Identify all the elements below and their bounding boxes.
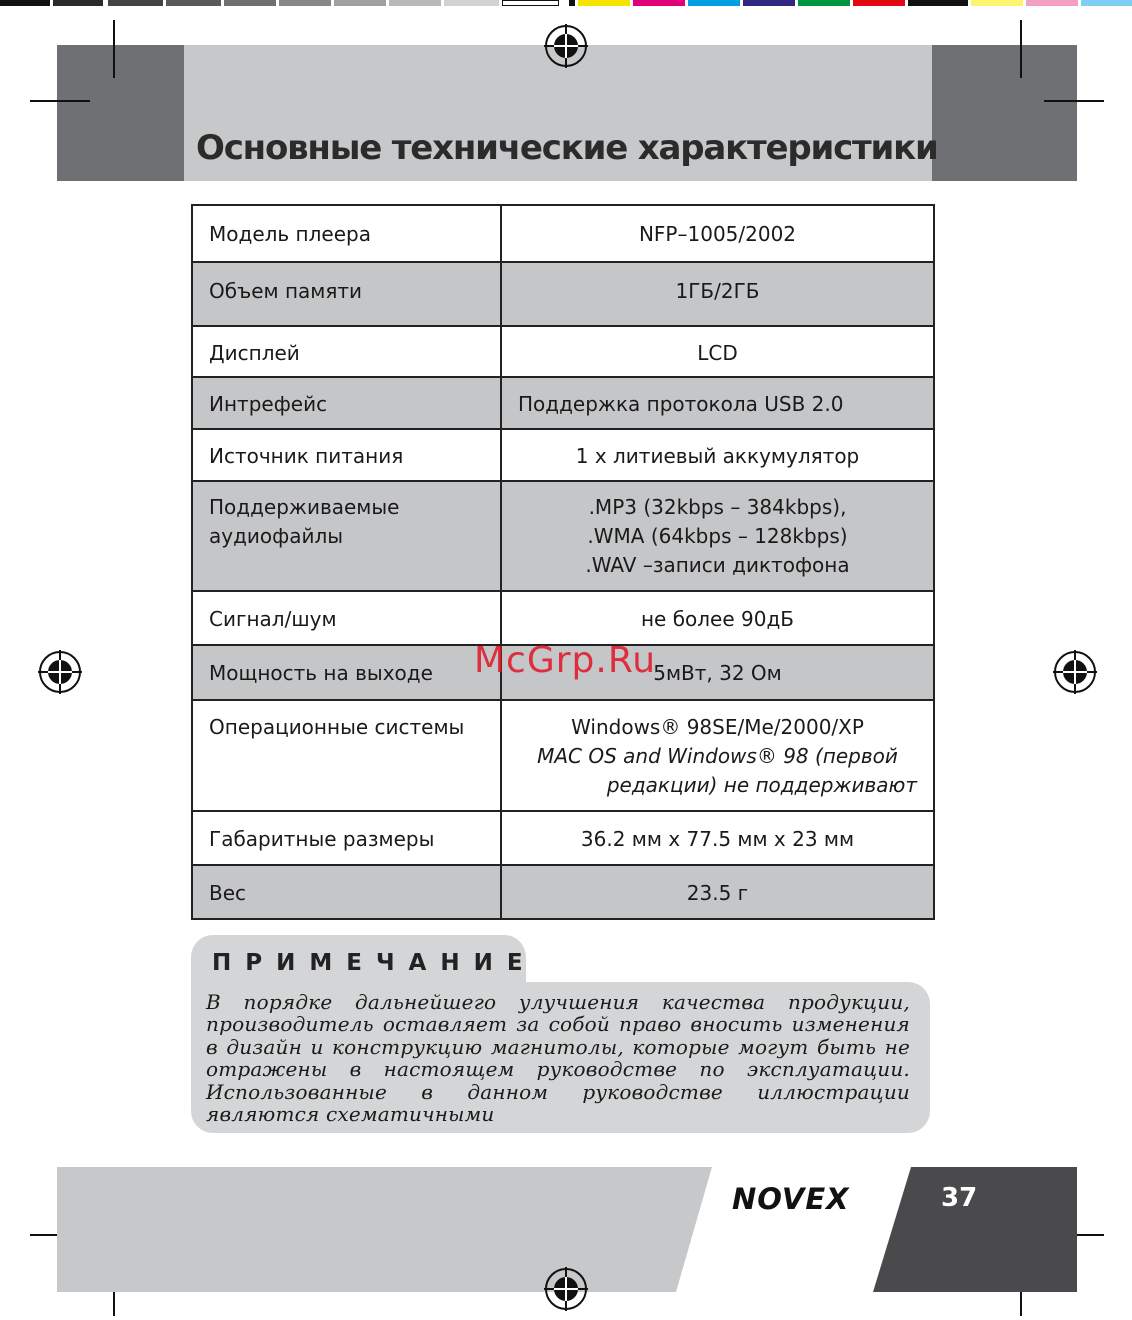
specs-table	[191, 204, 935, 920]
registration-mark-icon	[542, 1265, 590, 1313]
spec-label: Источник питания	[192, 429, 501, 481]
spec-label: Дисплей	[192, 326, 501, 377]
header-right-block	[932, 45, 1077, 181]
table-row	[192, 377, 934, 429]
table-row	[192, 811, 934, 865]
spec-value: 36.2 мм х 77.5 мм х 23 мм	[501, 811, 934, 865]
spec-value: Windows® 98SE/Me/2000/XP MAC OS and Windows® 98 (первой редакции) не поддерживают	[501, 700, 934, 811]
spec-value: NFP–1005/2002	[501, 205, 934, 262]
spec-value: Поддержка протокола USB 2.0	[501, 377, 934, 429]
spec-value: LCD	[501, 326, 934, 377]
page-title: Основные технические характеристики	[196, 128, 938, 168]
spec-value: 1 х литиевый аккумулятор	[501, 429, 934, 481]
header-left-block	[57, 45, 184, 181]
table-row	[192, 591, 934, 645]
spec-label: Поддерживаемые аудиофайлы	[192, 481, 501, 591]
color-calibration-strip	[0, 0, 1132, 8]
spec-value: 23.5 г	[501, 865, 934, 919]
note-title: ПРИМЕЧАНИЕ	[212, 950, 537, 976]
crop-mark	[113, 20, 115, 78]
crop-mark	[1044, 100, 1104, 102]
spec-label: Операционные системы	[192, 700, 501, 811]
table-row	[192, 481, 934, 591]
spec-label: Интрефейс	[192, 377, 501, 429]
crop-mark	[30, 100, 90, 102]
spec-value: 1ГБ/2ГБ	[501, 262, 934, 326]
table-row	[192, 700, 934, 811]
watermark: McGrp.Ru	[474, 640, 657, 681]
registration-mark-icon	[1051, 648, 1099, 696]
table-row	[192, 262, 934, 326]
spec-value: 5мВт, 32 Ом	[501, 645, 934, 700]
spec-label: Сигнал/шум	[192, 591, 501, 645]
registration-mark-icon	[36, 648, 84, 696]
spec-label: Габаритные размеры	[192, 811, 501, 865]
page-number: 37	[941, 1183, 978, 1213]
spec-label: Объем памяти	[192, 262, 501, 326]
spec-label: Вес	[192, 865, 501, 919]
table-row	[192, 429, 934, 481]
spec-label: Модель плеера	[192, 205, 501, 262]
note-text: В порядке дальнейшего улучшения качества продукции, производитель оставляет за собой право вносить изменения в дизайн и конструкцию магнитолы, которые могут быть не отражены в настоящем руководстве по эксплуатации. Использованные в данном руководстве иллюстрации являются схематичными	[206, 990, 910, 1127]
spec-value: не более 90дБ	[501, 591, 934, 645]
table-row	[192, 865, 934, 919]
spec-label: Мощность на выходе	[192, 645, 501, 700]
registration-mark-icon	[542, 22, 590, 70]
table-row	[192, 205, 934, 262]
brand-logo: NOVEX	[732, 1182, 850, 1216]
crop-mark	[1020, 20, 1022, 78]
table-row	[192, 326, 934, 377]
spec-value: .MP3 (32kbps – 384kbps), .WMA (64kbps – 128kbps) .WAV –записи диктофона	[501, 481, 934, 591]
